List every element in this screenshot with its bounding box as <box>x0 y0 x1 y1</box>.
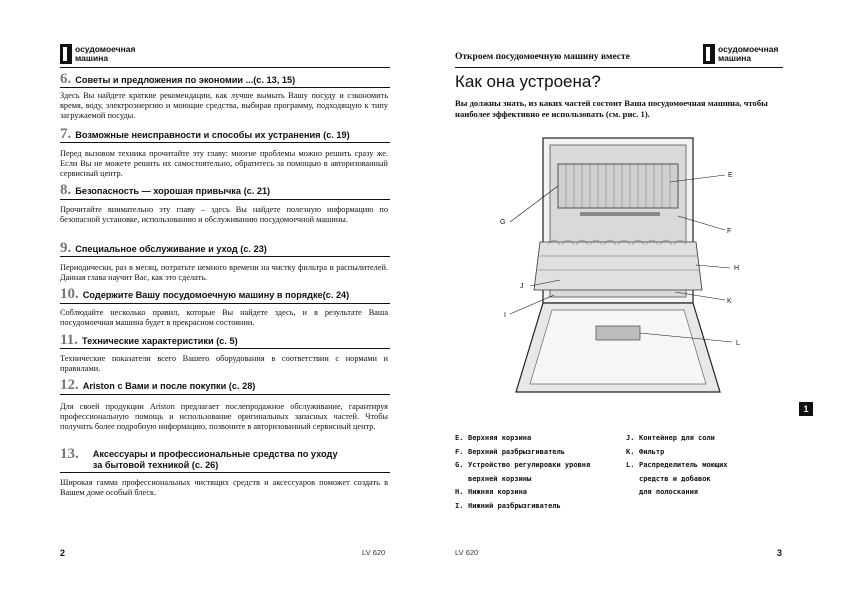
legend-item <box>626 459 728 473</box>
door-inner-panel <box>530 310 706 384</box>
section-11-title <box>60 332 390 349</box>
header-badge <box>703 44 798 64</box>
legend-right <box>626 432 728 500</box>
section-heading: Технические характеристики (с. 5) <box>81 336 238 346</box>
page-number: 3 <box>777 548 783 558</box>
legend-key: J. <box>626 434 635 442</box>
header-badge <box>60 44 155 64</box>
section-heading-line-2: за бытовой техникой (с. 26) <box>92 460 219 470</box>
section-rule <box>60 472 390 473</box>
legend-item <box>455 432 590 446</box>
legend-key: G. <box>455 461 464 469</box>
legend-item <box>455 459 590 473</box>
intro-text: Вы должны знать, из каких частей состоит Ваша посудомоечная машина, чтобы наиболее эффективно ее использовать (см. рис. 1). <box>455 98 768 119</box>
legend-key <box>455 473 468 487</box>
section-heading-line-1: Аксессуары и профессиональные средства по уходу <box>92 449 338 459</box>
legend-item <box>455 446 590 460</box>
section-heading: Безопасность — хорошая привычка (с. 21) <box>75 186 271 196</box>
section-number: 11. <box>60 332 78 348</box>
section-7-body: Перед вызовом техника прочитайте эту главу: многие проблемы можно решить сразу же. Если Вы не можете решить их самостоятельно, обратитесь за помощью в авторизованный сервисный центр. <box>60 149 388 178</box>
legend-key: F. <box>455 447 464 456</box>
legend-text: Фильтр <box>639 447 665 456</box>
legend-key: E. <box>455 434 464 442</box>
legend-item <box>455 500 590 514</box>
section-number: 9. <box>60 240 72 256</box>
section-number: 6. <box>60 71 72 87</box>
legend-left <box>455 432 590 513</box>
legend-key <box>626 486 639 500</box>
section-rule <box>60 303 390 304</box>
legend-text: верхней корзины <box>468 474 532 483</box>
section-heading: Советы и предложения по экономии ...(с. 13, 15) <box>75 75 296 85</box>
model-label: LV 620 <box>455 548 479 557</box>
legend-text: Устройство регулировки уровня <box>468 461 591 469</box>
section-rule <box>60 199 390 200</box>
section-rule <box>60 348 390 349</box>
label-k: K <box>727 298 732 305</box>
section-heading <box>93 446 338 471</box>
legend-item <box>626 486 728 500</box>
legend-key: K. <box>626 447 635 456</box>
detergent-dispenser <box>596 326 640 340</box>
legend-text: Верхний разбрызгиватель <box>468 447 565 456</box>
legend-key <box>626 473 639 487</box>
legend-item <box>626 432 728 446</box>
section-10-title <box>60 286 390 303</box>
badge-text: осудомоечная машина <box>75 44 136 63</box>
section-13-title <box>60 446 390 471</box>
section-8-body: Прочитайте внимательно эту главу – здесь Вы найдете полезную информацию по безопасной установке, использованию и обслуживанию посудомоечной машины. <box>60 205 388 224</box>
legend-text: Верхняя корзина <box>468 434 532 442</box>
label-j: J <box>520 283 524 290</box>
badge-text: осудомоечная машина <box>718 44 779 63</box>
legend-item <box>626 473 728 487</box>
legend-item <box>455 473 590 487</box>
section-rule <box>60 87 390 88</box>
label-g: G <box>500 219 506 226</box>
section-number: 8. <box>60 182 72 198</box>
legend-text: Контейнер для соли <box>639 434 715 442</box>
legend-text: Нижний разбрызгиватель <box>468 501 561 510</box>
section-rule <box>60 142 390 143</box>
section-12-body: Для своей продукции Ariston предлагает послепродажное обслуживание, гарантируя профессиональную помощь и использование оригинальных запасных частей. Чтобы получить более подробную информацию, позвоните в авторизованный сервисный центр. <box>60 402 388 431</box>
section-rule <box>60 256 390 257</box>
label-e: E <box>728 172 733 179</box>
section-9-title <box>60 240 390 257</box>
left-page <box>0 0 420 595</box>
model-label: LV 620 <box>362 548 386 557</box>
section-heading: Содержите Вашу посудомоечную машину в порядке(с. 24) <box>82 290 350 300</box>
page-number: 2 <box>60 548 66 558</box>
legend-text: Нижняя корзина <box>468 488 528 496</box>
right-header-title: Откроем посудомоечную машину вместе <box>455 52 630 62</box>
section-heading: Ariston с Вами и после покупки (с. 28) <box>82 381 256 391</box>
section-12-title <box>60 377 390 394</box>
section-number: 7. <box>60 126 72 142</box>
section-number: 10. <box>60 286 79 302</box>
section-10-body: Соблюдайте несколько правил, которые Вы найдете здесь, и в результате Ваша посудомоечная машина будет в прекрасном состоянии. <box>60 308 388 327</box>
section-13-body: Широкая гамма профессиональных чистящих средств и аксессуаров поможет создать в Вашем доме особый блеск. <box>60 478 388 497</box>
legend-text: для полоскания <box>639 488 699 496</box>
legend-text: средств и добавок <box>639 474 711 483</box>
header-rule <box>60 67 390 68</box>
legend-key: I. <box>455 501 464 510</box>
section-9-body: Периодически, раз в месяц, потратьте немного времени на чистку фильтра и распылителей. Данная глава научит Вас, как это сделать. <box>60 263 388 282</box>
header-rule <box>455 67 783 68</box>
section-11-body: Технические показатели всего Вашего оборудования в соответствии с нормами и правилами. <box>60 354 388 373</box>
label-f: F <box>727 228 732 235</box>
legend-item <box>455 486 590 500</box>
legend-item <box>626 446 728 460</box>
dishwasher-diagram <box>470 130 800 420</box>
upper-spray-arm <box>580 212 660 216</box>
section-7-title <box>60 126 390 143</box>
section-number: 13. <box>60 446 79 462</box>
label-i: I <box>504 312 506 319</box>
figure-number: 1 <box>799 402 813 416</box>
section-number: 12. <box>60 377 79 393</box>
label-h: H <box>734 265 740 272</box>
badge-logo-icon <box>703 44 715 64</box>
page-title: Как она устроена? <box>455 72 601 91</box>
upper-basket <box>558 164 678 208</box>
section-8-title <box>60 182 390 199</box>
badge-logo-icon <box>60 44 72 64</box>
lower-basket <box>534 242 702 290</box>
section-rule <box>60 394 390 395</box>
section-heading: Специальное обслуживание и уход (с. 23) <box>75 244 267 254</box>
legend-key: H. <box>455 488 464 496</box>
section-6-body: Здесь Вы найдете краткие рекомендации, как лучше вымыть Вашу посуду и сэкономить время, воду, электроэнергию и моющие средства, выбирая программу, подходящую к типу загружаемой посуды. <box>60 91 388 120</box>
legend-key: L. <box>626 461 635 469</box>
section-6-title <box>60 71 390 88</box>
label-l: L <box>736 340 740 347</box>
legend-text: Распределитель моющих <box>639 461 728 469</box>
section-heading: Возможные неисправности и способы их устранения (с. 19) <box>75 130 350 140</box>
